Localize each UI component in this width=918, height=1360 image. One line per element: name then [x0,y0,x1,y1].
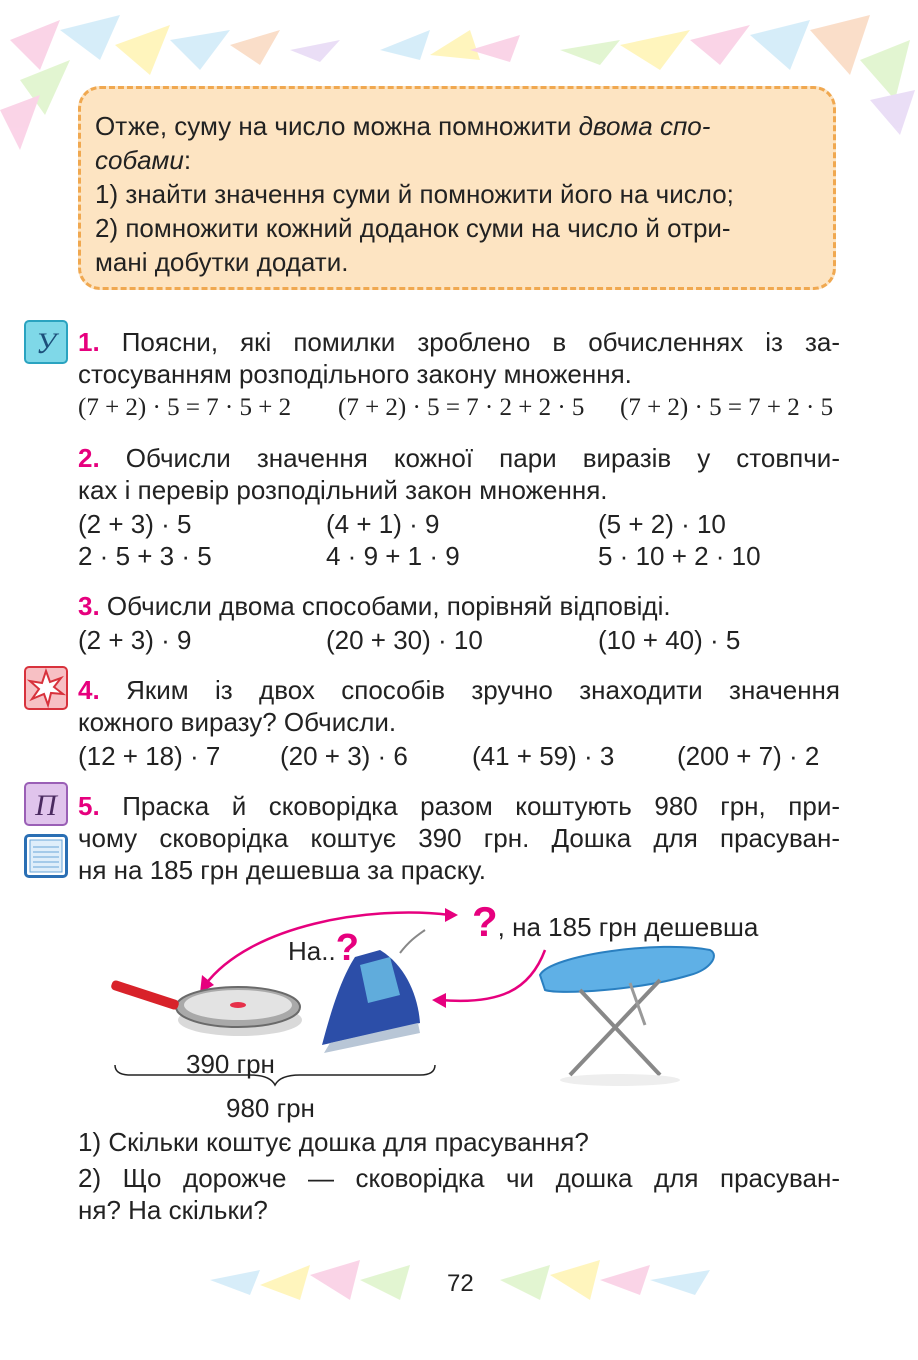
rule-box [78,86,836,290]
star-challenge-icon [24,666,68,710]
task5-line-2: чому сковорідка коштує 390 грн. Дошка для прасуван- [78,823,840,853]
task5-question-1: 1) Скільки коштує дошка для прасування? [78,1127,589,1157]
notebook-icon [24,834,68,878]
price-pan: 390 грн [186,1049,275,1079]
arrow-board-iron [440,950,545,1001]
rule-line-4: 2) помножити кожний доданок суми на число й отри- [95,213,731,243]
task3-expr-1: (2 + 3) · 9 [78,625,192,655]
task5-number: 5. [78,791,100,821]
task4-expr-4: (200 + 7) · 2 [677,741,820,771]
task3-line-1: 3. Обчисли двома способами, порівняй відповіді. [78,591,671,621]
total-brace [115,1065,435,1085]
label-na: На..? [288,927,359,969]
task4-expr-3: (41 + 59) · 3 [472,741,615,771]
task1-line-1: 1. Поясни, які помилки зроблено в обчисленнях із за- [78,327,840,357]
rule-line-2: собами: [95,145,192,175]
task1-expr-1: (7 + 2) · 5 = 7 · 5 + 2 [78,394,292,421]
task4-expr-1: (12 + 18) · 7 [78,741,221,771]
task3-expr-3: (10 + 40) · 5 [598,625,741,655]
task5-question-2a: 2) Що дорожче — сковорідка чи дошка для прасуван- [78,1163,840,1193]
task2-expr-1-2: (4 + 1) · 9 [326,509,440,539]
rule-line-5: мані добутки додати. [95,247,349,277]
task2-expr-2-2: 4 · 9 + 1 · 9 [326,541,460,571]
task1-number: 1. [78,327,100,357]
rule-line-1: Отже, суму на число можна помножити двома спо- [95,111,711,141]
svg-text:У: У [35,327,57,360]
task2-expr-2-1: 2 · 5 + 3 · 5 [78,541,212,571]
label-cheaper: ?, на 185 грн дешевша [472,898,759,945]
ironing-board-image [540,947,714,1086]
task4-line-1: 4. Яким із двох способів зручно знаходити значення [78,675,840,705]
task1-line-2: стосуванням розподільного закону множення. [78,359,632,389]
task4-number: 4. [78,675,100,705]
task5-line-3: ня на 185 грн дешевша за праску. [78,855,487,885]
board-question-mark: ? [472,898,498,945]
task4-expr-2: (20 + 3) · 6 [280,741,408,771]
page-number: 72 [447,1270,474,1297]
task2-expr-1-3: (5 + 2) · 10 [598,509,726,539]
task2-line-2: ках і перевір розподільний закон множення. [78,475,608,505]
task5-line-1: 5. Праска й сковорідка разом коштують 980 грн, при- [78,791,840,821]
task1-expr-2: (7 + 2) · 5 = 7 · 2 + 2 · 5 [338,394,585,421]
task2-number: 2. [78,443,100,473]
rule-line-3: 1) знайти значення суми й помножити його на число; [95,179,734,209]
task3-number: 3. [78,591,100,621]
task2-expr-1-1: (2 + 3) · 5 [78,509,192,539]
group-work-icon [24,782,68,826]
task5-question-2b: ня? На скільки? [78,1195,268,1225]
task4-line-2: кожного виразу? Обчисли. [78,707,397,737]
svg-text:П: П [35,789,57,822]
task1-expr-3: (7 + 2) · 5 = 7 + 2 · 5 [620,394,834,421]
price-total: 980 грн [226,1093,315,1123]
task3-expr-2: (20 + 30) · 10 [326,625,483,655]
task2-line-1: 2. Обчисли значення кожної пари виразів у стовпчи- [78,443,840,473]
task2-expr-2-3: 5 · 10 + 2 · 10 [598,541,761,571]
oral-task-icon [24,320,68,364]
